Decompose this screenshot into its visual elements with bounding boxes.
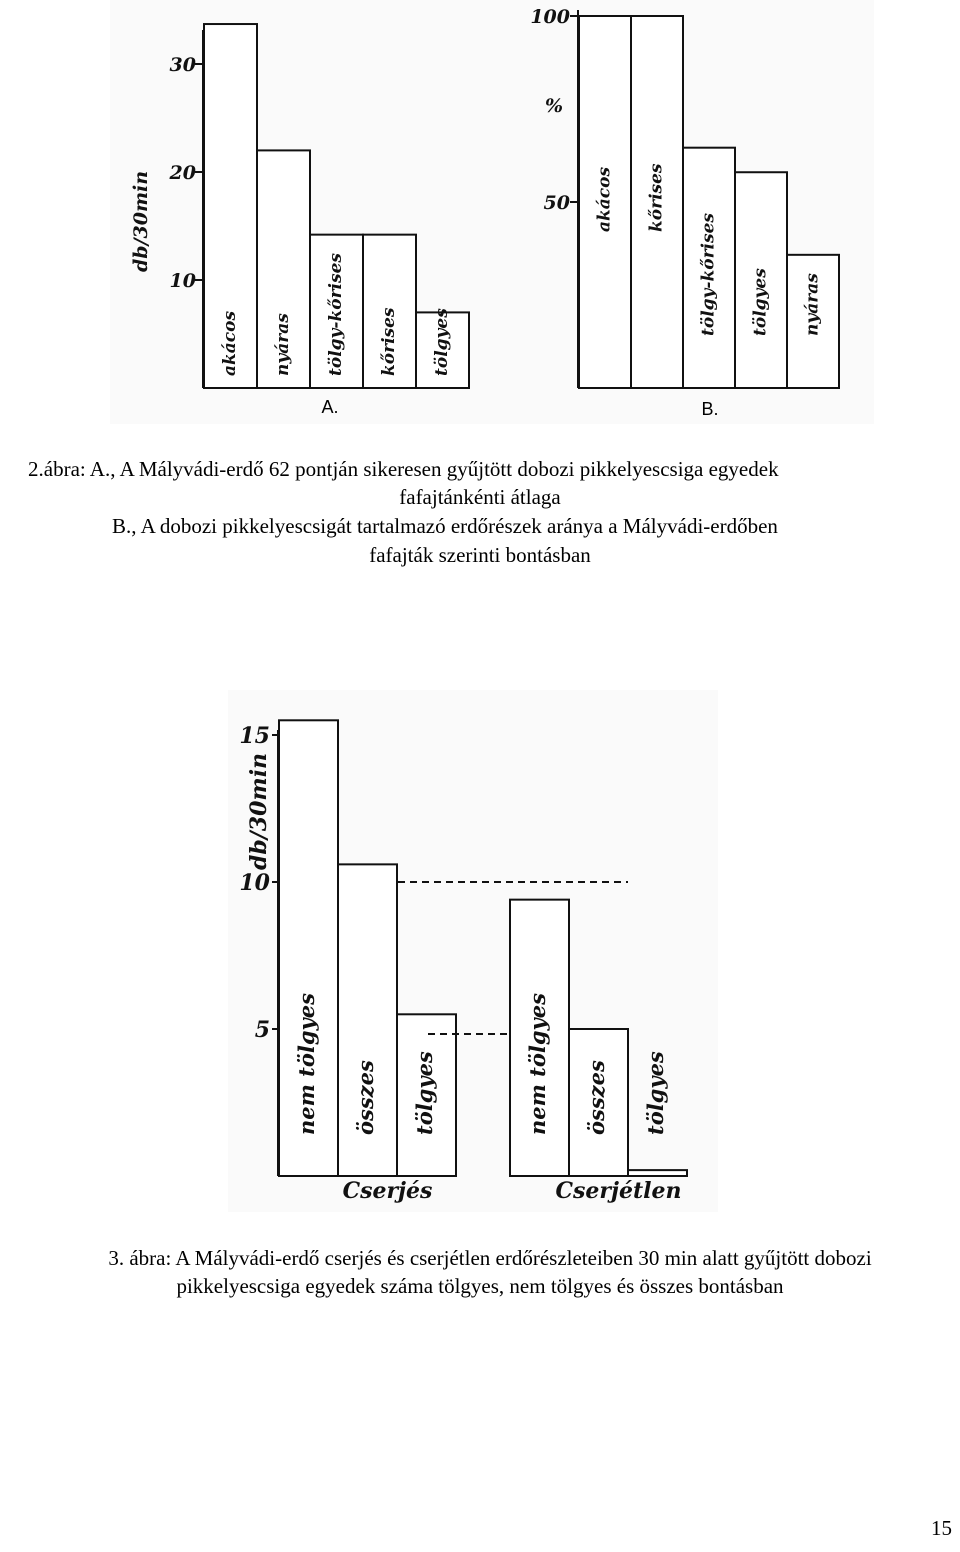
chart-a-panel-label: A. <box>321 397 339 417</box>
chart-b-category-label-nyaras: nyáras <box>802 273 823 336</box>
chart-a-category-label-nyaras: nyáras <box>273 313 293 376</box>
figure-2-caption-line-2: fafajtánkénti átlaga <box>399 485 561 509</box>
figure-3-category-label-cserjes-tolgyes: tölgyes <box>412 1051 437 1135</box>
chart-b-y-axis-label: % <box>544 95 564 117</box>
chart-b-y-tick-label: 50 <box>543 192 570 214</box>
figure-3-y-tick-label: 15 <box>239 723 270 749</box>
chart-a-y-tick-label: 20 <box>169 162 196 184</box>
chart-b-category-label-tolgyes: tölgyes <box>750 268 771 336</box>
figure-3-category-label-cserjes-osszes: összes <box>353 1060 378 1135</box>
figure-3-caption-line-1: 3. ábra: A Mályvádi-erdő cserjés és cserjétlen erdőrészleteiben 30 min alatt gyűjtött dobozi <box>108 1246 872 1270</box>
chart-a-category-label-korises: kőrises <box>379 307 399 376</box>
figure-2-caption-line-3: B., A dobozi pikkelyescsigát tartalmazó erdőrészek aránya a Mályvádi-erdőben <box>112 514 778 538</box>
page-number: 15 <box>931 1516 952 1540</box>
chart-b-category-label-tolgy-korises: tölgy-kőrises <box>698 213 719 336</box>
chart-b-category-label-korises: kőrises <box>646 163 667 232</box>
chart-b-panel-label: B. <box>701 399 719 419</box>
figure-3-y-tick-label: 5 <box>254 1017 270 1043</box>
figure-2-caption-line-4: fafajták szerinti bontásban <box>369 543 591 567</box>
figure-2-charts <box>110 0 874 424</box>
figure-3-panel <box>228 690 718 1212</box>
chart-a-category-label-akacos: akácos <box>220 310 240 376</box>
figure-3-group-label-cserjetlen: Cserjétlen <box>555 1178 682 1204</box>
figure-3-y-axis-label: db/30min <box>246 752 272 870</box>
figure-3-caption-line-2: pikkelyescsiga egyedek száma tölgyes, nem tölgyes és összes bontásban <box>176 1274 784 1298</box>
figure-2-caption-line-1: 2.ábra: A., A Mályvádi-erdő 62 pontján sikeresen gyűjtött dobozi pikkelyescsiga egyedek <box>28 457 779 481</box>
figure-3-category-label-cserjetlen-tolgyes: tölgyes <box>643 1051 668 1135</box>
chart-a-y-tick-label: 30 <box>169 54 196 76</box>
figure-3-group-label-cserjes: Cserjés <box>342 1178 433 1204</box>
figure-3-y-tick-label: 10 <box>239 870 270 896</box>
chart-b-category-label-akacos: akácos <box>594 166 615 232</box>
chart-a-y-axis-label: db/30min <box>130 170 152 272</box>
figure-2-panel <box>110 0 874 424</box>
figure-3-category-label-cserjetlen-osszes: összes <box>584 1060 609 1135</box>
chart-a-category-label-tolgyes: tölgyes <box>432 308 452 376</box>
figure-3-category-label-cserjetlen-nem-tolgyes: nem tölgyes <box>525 993 550 1135</box>
figure-3-category-label-cserjes-nem-tolgyes: nem tölgyes <box>294 993 319 1135</box>
chart-b-y-tick-label: 100 <box>530 6 570 28</box>
chart-a-y-tick-label: 10 <box>169 270 196 292</box>
figure-3-chart <box>228 690 718 1212</box>
chart-a-category-label-tolgy-korises: tölgy-kőrises <box>326 253 346 376</box>
